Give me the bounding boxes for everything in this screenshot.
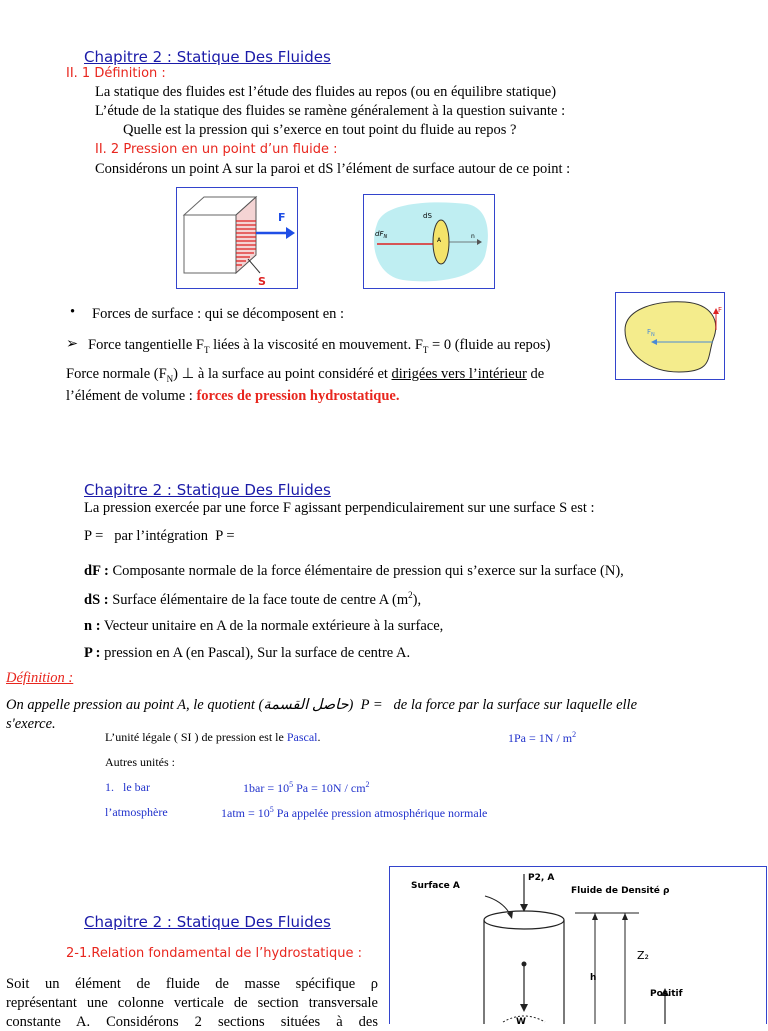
text-line: La statique des fluides est l’étude des fluides au repos (ou en équilibre statique) [95,84,557,100]
definition-heading: II. 1 Définition : [66,66,166,81]
normal-label: n [471,233,475,240]
normal-force-text-2: l’élément de volume : forces de pression hydrostatique. [66,388,400,404]
forces-surface-text: Forces de surface : qui se décomposent en : [92,306,345,322]
z2-label: Z₂ [637,949,649,962]
blob-fn-label: F [647,328,652,336]
definition-text-2: s'exerce. [6,716,56,732]
weight-label: W [516,1017,526,1024]
bullet-dot: • [70,304,76,320]
blob-fn-sub: N [651,332,655,338]
point-a-label: A [437,237,442,244]
surface-a-label: Surface A [411,881,460,891]
definition-label: Définition : [6,670,74,686]
fluid-density-label: Fluide de Densité ρ [571,886,670,896]
surface-element-figure [363,194,495,289]
ds-definition: dS : Surface élémentaire de la face toute de centre A $(m^2)$, [84,590,422,608]
cylinder-figure [389,866,768,1024]
hydrostatic-heading: 2-1.Relation fondamental de l’hydrostatique : [66,946,362,961]
body-line: constante A. Considérons 2 sections situées à des [6,1014,378,1030]
pressure-heading: II. 2 Pression en un point d’un fluide : [95,142,338,157]
pressure-formula: P = par l’intégration P = [84,528,235,544]
section3-title: Chapitre 2 : Statique Des Fluides [84,913,331,931]
cube-figure [176,187,298,289]
bar-equivalence: $1bar = 10^5$ $Pa = 10N / cm^2$ [243,780,370,795]
body-line: représentant une colonne verticale de section transversale [6,995,378,1011]
tangential-force-text: Force tangentielle $F_T$ liées à la viscosité en mouvement. $F_T = 0$ (fluide au repos) [88,337,551,355]
force-label: F [278,211,286,224]
n-definition: n : Vecteur unitaire en A de la normale extérieure à la surface, [84,618,444,634]
atm-equivalence: $1atm = 10^5$ Pa appelée pression atmosphérique normale [221,805,488,820]
df-sub: N [383,234,388,240]
arabic-term: حاصل القسمة [263,697,349,713]
normal-force-text: Force normale $(F_N)$ ⊥ à la surface au point considéré et dirigées vers l’intérieur de [66,366,545,384]
atm-label: l’atmosphère [105,805,168,819]
df-definition: dF : Composante normale de la force élémentaire de pression qui s’exerce sur la surface (N), [84,563,624,579]
ds-label: dS [423,212,432,220]
text-line: Considérons un point A sur la paroi et dS l’élément de surface autour de ce point : [95,161,571,177]
section1-title: Chapitre 2 : Statique Des Fluides [84,48,331,66]
bar-label: 1. le bar [105,780,150,794]
h-label: h [590,973,597,983]
definition-text: On appelle pression au point A, le quotient (حاصل القسمة) P = de la force par la surface sur laquelle elle [6,697,638,713]
arrow-bullet: ➢ [66,336,79,352]
p-definition: P : pression en A (en Pascal), Sur la surface de centre A. [84,645,411,661]
text-line: L’étude de la statique des fluides se ramène généralement à la question suivante : [95,103,566,119]
section2-title: Chapitre 2 : Statique Des Fluides [84,481,331,499]
other-units-label: Autres unités : [105,755,175,769]
pascal-equivalence: $1Pa = 1N / m^2$ [508,730,577,745]
body-line: Soit un élément de fluide de masse spécifique ρ [6,976,378,992]
blob-f-label: F [718,306,723,314]
surface-label: S [258,275,266,288]
question-line: Quelle est la pression qui s’exerce en tout point du fluide au repos ? [123,122,517,138]
pressure-intro: La pression exercée par une force F agissant perpendiculairement sur une surface S est : [84,500,595,516]
fluid-blob-figure [615,292,725,380]
si-unit-text: L’unité légale ( SI ) de pression est le Pascal. [105,730,321,744]
df-label: dF [375,230,384,238]
positive-label: Positif [650,989,683,999]
p2-a-label: P2, A [528,873,555,883]
